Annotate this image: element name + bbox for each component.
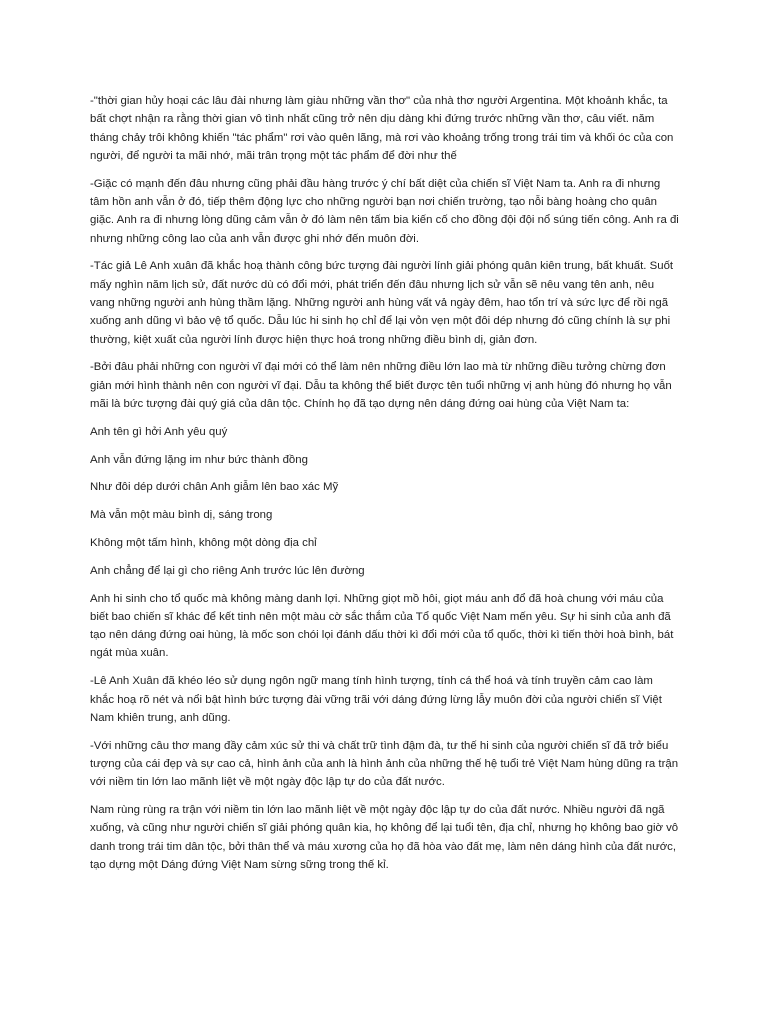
document-page (90, 92, 680, 884)
paragraph: -Giặc có mạnh đến đâu nhưng cũng phải đầu hàng trước ý chí bất diệt của chiến sĩ Việt Nam ta. Anh ra đi nhưng tâm hồn anh vẫn ở đó, tiếp thêm động lực cho những người bạn nơi chiến trường, tạo nỗi bàng hoàng cho quân giặc. Anh ra đi nhưng lòng dũng cảm vẫn ở đó làm nên tấm bia kiến cố cho đồng đội đội nổ súng tiến công. Anh ra đi nhưng những công lao của anh vẫn được ghi nhớ đến muôn đời. (90, 177, 679, 245)
paragraph: Nam rùng rùng ra trận với niềm tin lớn lao mãnh liệt về một ngày độc lập tự do của đất nước. Nhiều người đã ngã xuống, và cũng như người chiến sĩ giải phóng quân kia, họ không để lại tuổi tên, địa chỉ, nhưng họ không bao giờ vô danh trong trái tim dân tộc, bởi thân thể và máu xương của họ đã hòa vào đất mẹ, làm nên dáng hình của đất nước, tạo dựng một Dáng đứng Việt Nam sừng sững trong thế kỉ. (90, 804, 679, 871)
paragraph: -Tác giả Lê Anh xuân đã khắc hoạ thành công bức tượng đài người lính giải phóng quân kiên trung, bất khuất. Suốt mấy nghìn năm lịch sử, đất nước dù có đổi mới, phát triển đến đâu nhưng lịch sử vẫn sẽ nêu vang tên anh, nêu vang những người anh hùng thầm lặng. Những người anh hùng vất vả ngày đêm, hao tổn trí và sức lực để rồi ngã xuống anh dũng vì bảo vệ tổ quốc. Dẫu lúc hi sinh họ chỉ để lại vỏn vẹn một đôi dép nhưng đó cũng chính là sự phi thường, kiệt xuất của người lính được hiện thực hoá trong những điều bình dị, giản đơn. (90, 260, 674, 346)
poem-line: Không một tấm hình, không một dòng địa chỉ (90, 536, 317, 549)
poem-line: Anh tên gì hởi Anh yêu quý (90, 425, 228, 438)
paragraph: -"thời gian hủy hoại các lâu đài nhưng làm giàu những vần thơ" của nhà thơ người Argentina. Một khoảnh khắc, ta bất chợt nhận ra rằng thời gian vô tình nhất cũng trở nên dịu dàng khi đứng trước những vần thơ, câu viết. năm tháng chảy trôi không khiến "tác phẩm" rơi vào quên lãng, mà rơi vào khoảng trống trong trái tim và khối óc của con người, để người ta mãi nhớ, mãi trân trọng một tác phẩm để đời như thế (90, 95, 674, 162)
poem-line: Như đôi dép dưới chân Anh giẫm lên bao xác Mỹ (90, 481, 339, 494)
paragraph: -Lê Anh Xuân đã khéo léo sử dụng ngôn ngữ mang tính hình tượng, tính cá thể hoá và tính truyền cảm cao làm khắc hoạ rõ nét và nổi bật hình bức tượng đài vững trãi với dáng đứng lừng lẫy muôn đời của người chiến sĩ Việt Nam khiên trung, anh dũng. (90, 675, 662, 724)
paragraph: -Với những câu thơ mang đầy cảm xúc sử thi và chất trữ tình đậm đà, tư thế hi sinh của người chiến sĩ đã trở biểu tượng của cái đẹp và sự cao cả, hình ảnh của anh là hình ảnh của những thế hệ tuổi trẻ Việt Nam hùng dũng ra trận với niềm tin lớn lao mãnh liệt về một ngày độc lập tự do của đất nước. (90, 739, 679, 789)
poem-line: Mà vẫn một màu bình dị, sáng trong (90, 509, 273, 522)
paragraph: -Bởi đâu phải những con người vĩ đại mới có thể làm nên những điều lớn lao mà từ những điều tưởng chừng đơn giản mới hình thành nên con người vĩ đại. Dẫu ta không thể biết được tên tuổi những vị anh hùng đó nhưng họ vẫn mãi là bức tượng đài quý giá của dân tộc. Chính họ đã tạo dựng nên dáng đứng oai hùng của Việt Nam ta: (90, 361, 672, 410)
poem-line: Anh chẳng để lại gì cho riêng Anh trước lúc lên đường (90, 564, 365, 577)
poem-line: Anh vẫn đứng lặng im như bức thành đồng (90, 453, 308, 466)
paragraph: Anh hi sinh cho tổ quốc mà không màng danh lợi. Những giọt mồ hôi, giọt máu anh đổ đã hoà chung với máu của biết bao chiến sĩ khác để kết tinh nên một màu cờ sắc thắm của Tổ quốc Việt Nam mến yêu. Sự hi sinh của anh đã tạo nên dáng đứng oai hùng, là mốc son chói lọi đánh dấu thời kì đổi mới của tổ quốc, thời kì tiến thời hoà bình, bát ngát mùa xuân. (90, 592, 674, 660)
